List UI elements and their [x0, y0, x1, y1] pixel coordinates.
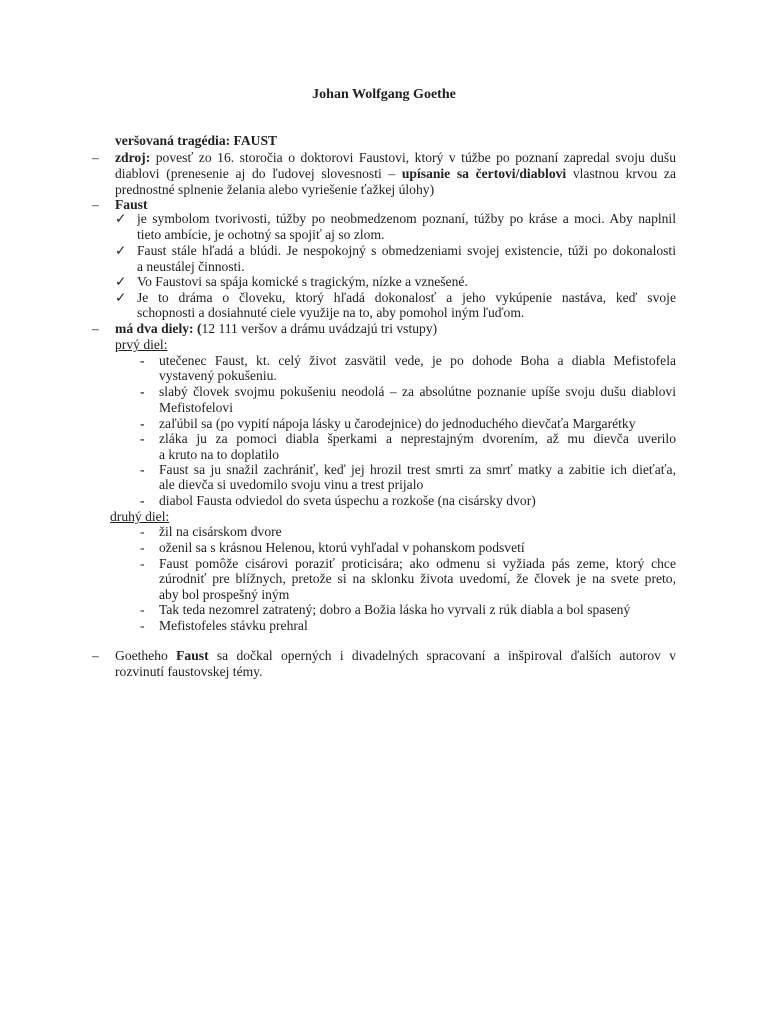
bullet-marker: -	[140, 556, 145, 571]
part-two-point-3-line-1: Faust pomôže cisárovi poraziť proticisára; ako odmenu si vyžiada pás zeme, ktorý chce	[159, 556, 676, 571]
closing-line-1	[115, 648, 676, 665]
part-two-heading: druhý diel:	[110, 509, 170, 524]
dash-marker: –	[92, 197, 99, 212]
check-item-1-line-1: je symbolom tvorivosti, túžby po neobmedzenom poznaní, túžby po kráse a moci. Aby naplnil	[137, 211, 676, 226]
dash-marker: –	[92, 648, 99, 663]
closing-text-c: sa dočkal operných i divadelných spracovaní a inšpiroval ďalších autorov v	[208, 648, 676, 663]
part-two-point-3-line-2: zúrodniť pre blížnych, pretože si na sklonku života uvedomí, že človek je na svete preto,	[159, 571, 676, 586]
bullet-marker: -	[140, 524, 145, 539]
check-icon: ✓	[115, 290, 127, 305]
closing-text-a: Goetheho	[115, 648, 177, 663]
item-parts-label: má dva diely: (	[115, 321, 202, 336]
section-heading: veršovaná tragédia: FAUST	[115, 133, 278, 148]
closing-line-2: rozvinutí faustovskej témy.	[115, 664, 263, 679]
bullet-marker: -	[140, 462, 145, 477]
bullet-marker: -	[140, 431, 145, 446]
dash-marker: –	[92, 150, 99, 165]
part-two-point-1-line-1: žil na cisárskom dvore	[159, 524, 282, 539]
part-one-point-4-line-2: a kruto na to doplatilo	[159, 447, 280, 462]
item-zdroj-bold-phrase: upísanie sa čertovi/diablovi	[401, 166, 567, 181]
check-item-4-line-1: Je to dráma o človeku, ktorý hľadá dokonalosť a jeho vykúpenie nastáva, keď svoje	[137, 290, 676, 305]
check-item-2-line-1: Faust stále hľadá a blúdi. Je nespokojný s obmedzeniami svojej existencie, túži po dokonalosti	[137, 243, 676, 258]
part-one-point-6-line-1: diabol Fausta odviedol do sveta úspechu a rozkoše (na cisársky dvor)	[159, 493, 536, 508]
part-one-point-2-line-1: slabý človek svojmu pokušeniu neodolá – za absolútne poznanie upíše svoju dušu diablovi	[159, 384, 676, 399]
item-zdroj-text-2c: vlastnou krvou za	[566, 166, 676, 181]
part-one-point-1-line-1: utečenec Faust, kt. celý život zasvätil vede, je po dohode Boha a diabla Mefistofela	[159, 353, 676, 368]
part-one-point-1-line-2: vystavený pokušeniu.	[159, 368, 277, 383]
part-two-point-4-line-1: Tak teda nezomrel zatratený; dobro a Božia láska ho vyrvali z rúk diabla a bol spasený	[159, 602, 631, 617]
item-parts-text: 12 111 veršov a drámu uvádzajú tri vstupy)	[201, 321, 438, 336]
bullet-marker: -	[140, 493, 145, 508]
bullet-marker: -	[140, 416, 145, 431]
item-faust-label: Faust	[115, 197, 148, 212]
part-one-point-2-line-2: Mefistofelovi	[159, 400, 233, 415]
part-two-point-5-line-1: Mefistofeles stávku prehral	[159, 618, 308, 633]
item-zdroj-line-2	[115, 166, 676, 183]
document-title: Johan Wolfgang Goethe	[312, 87, 456, 102]
item-zdroj-text-2a: diablovi (prenesenie aj do ľudovej slovesnosti –	[115, 166, 402, 181]
part-one-heading: prvý diel:	[115, 337, 168, 352]
check-item-3-line-1: Vo Faustovi sa spája komické s tragickým, nízke a vznešené.	[137, 274, 468, 289]
bullet-marker: -	[140, 618, 145, 633]
part-two-point-2-line-1: oženil sa s krásnou Helenou, ktorú vyhľadal v pohanskom podsvetí	[159, 540, 525, 555]
part-one-point-3-line-1: zaľúbil sa (po vypití nápoja lásky u čarodejnice) do jednoduchého dievčaťa Margarétky	[159, 416, 636, 431]
item-zdroj-label: zdroj:	[115, 150, 151, 165]
check-item-1-line-2: tieto ambície, je ochotný sa spojiť aj so zlom.	[137, 227, 385, 242]
check-icon: ✓	[115, 211, 127, 226]
part-one-point-4-line-1: zláka ju za pomoci diabla šperkami a neprestajným dvorením, až mu dievča uverilo	[159, 431, 676, 446]
closing-faust: Faust	[176, 648, 209, 663]
item-zdroj-text: povesť zo 16. storočia o doktorovi Faustovi, ktorý v túžbe po poznaní zapredal svoju dušu	[150, 150, 676, 165]
check-icon: ✓	[115, 243, 127, 258]
dash-marker: –	[92, 321, 99, 336]
bullet-marker: -	[140, 384, 145, 399]
check-icon: ✓	[115, 274, 127, 289]
bullet-marker: -	[140, 353, 145, 368]
bullet-marker: -	[140, 540, 145, 555]
item-zdroj-line-1	[115, 150, 676, 167]
check-item-2-line-2: a neustálej činnosti.	[137, 259, 245, 274]
part-one-point-5-line-1: Faust sa ju snažil zachrániť, keď jej hrozil trest smrti za smrť matky a zabitie ich dieťaťa,	[159, 462, 676, 477]
item-parts-line	[115, 321, 437, 338]
part-two-point-3-line-3: aby bol prospešný iným	[159, 587, 290, 602]
part-one-point-5-line-2: ale dievča si uvedomilo svoju vinu a trest prijalo	[159, 477, 424, 492]
bullet-marker: -	[140, 602, 145, 617]
item-zdroj-line-3: prednostné splnenie želania alebo vyriešenie ťažkej úlohy)	[115, 182, 435, 197]
check-item-4-line-2: schopnosti a dosiahnuté ciele využije na to, aby pomohol iným ľuďom.	[137, 305, 525, 320]
